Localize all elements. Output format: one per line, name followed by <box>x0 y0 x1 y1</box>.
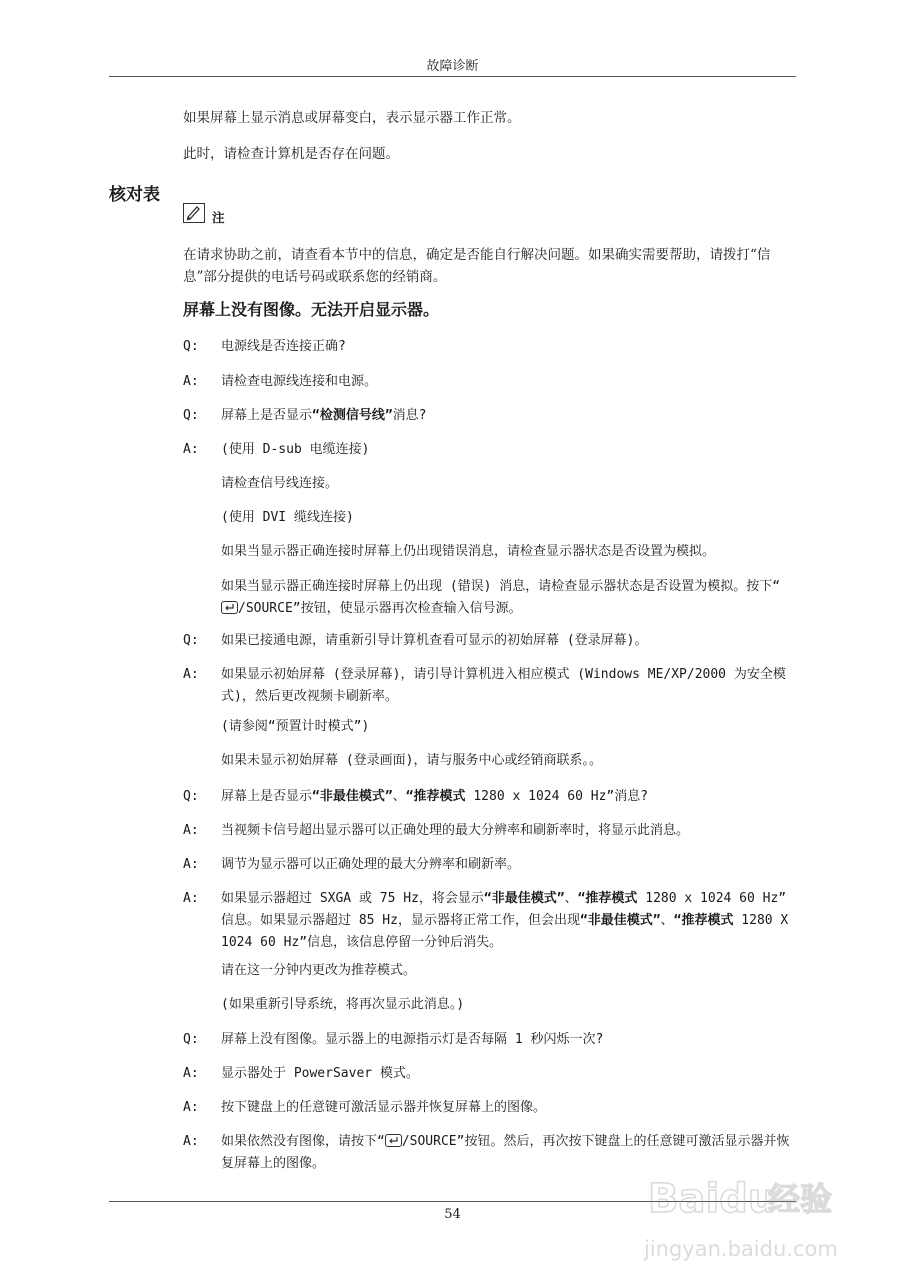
qa-text: 如果依然没有图像，请按下“ /SOURCE”按钮。然后，再次按下键盘上的任意键可激活显示器并恢复屏幕上的图像。 <box>221 1134 790 1171</box>
qa-answer-3-sub-2: 如果未显示初始屏幕 (登录画面)，请与服务中心或经销商联系。。 <box>221 753 602 768</box>
qa-text: 如果显示初始屏幕 (登录屏幕)，请引导计算机进入相应模式 (Windows ME/XP/2000 为安全模式)，然后更改视频卡刷新率。 <box>221 667 786 704</box>
qa-text: 屏幕上没有图像。显示器上的电源指示灯是否每隔 1 秒闪烁一次? <box>221 1032 604 1047</box>
qa-question-1 <box>183 336 795 358</box>
qa-text: 屏幕上是否显示“非最佳模式”、“推荐模式 1280 x 1024 60 Hz”消息? <box>221 789 649 804</box>
page-header-title: 故障诊断 <box>426 59 479 74</box>
qa-text: (使用 D-sub 电缆连接) <box>221 442 370 457</box>
qa-answer-5 <box>183 854 795 876</box>
qa-answer-6-sub-1: 请在这一分钟内更改为推荐模式。 <box>221 963 417 978</box>
qa-question-3 <box>183 630 795 652</box>
qa-answer-6-sub-2: (如果重新引导系统，将再次显示此消息。) <box>221 997 465 1012</box>
qa-text: 如果已接通电源，请重新引导计算机查看可显示的初始屏幕 (登录屏幕)。 <box>221 633 648 648</box>
qa-label: A: <box>183 1134 199 1149</box>
qa-text: 请检查电源线连接和电源。 <box>221 374 378 389</box>
enter-key-icon <box>221 601 238 614</box>
qa-answer-3 <box>183 664 795 708</box>
qa-text: 如果显示器超过 SXGA 或 75 Hz，将会显示“非最佳模式”、“推荐模式 1280 x 1024 60 Hz” 信息。如果显示器超过 85 Hz，显示器将正常工作，但会出现“非最佳模式”、“推荐模式 1280 X 1024 60 Hz”信息，该信息停留一分钟后消失。 <box>221 891 789 950</box>
qa-answer-2-sub-3: 如果当显示器正确连接时屏幕上仍出现错误消息，请检查显示器状态是否设置为模拟。 <box>221 544 716 559</box>
qa-label: Q: <box>183 633 199 648</box>
baidu-watermark <box>640 1160 880 1270</box>
qa-label: Q: <box>183 408 199 423</box>
qa-label: A: <box>183 857 199 872</box>
page-number: 54 <box>444 1207 461 1222</box>
svg-text:jingyan.baidu.com: jingyan.baidu.com <box>644 1237 838 1261</box>
qa-answer-6 <box>183 888 795 954</box>
qa-label: A: <box>183 442 199 457</box>
qa-label: Q: <box>183 789 199 804</box>
qa-answer-7 <box>183 1063 795 1085</box>
enter-key-icon <box>385 1134 402 1147</box>
note-text: 在请求协助之前，请查看本节中的信息，确定是否能自行解决问题。如果确实需要帮助，请拨打“信息”部分提供的电话号码或联系您的经销商。 <box>183 247 771 285</box>
qa-text: 调节为显示器可以正确处理的最大分辨率和刷新率。 <box>221 857 521 872</box>
qa-question-2 <box>183 405 795 427</box>
issue-heading: 屏幕上没有图像。无法开启显示器。 <box>183 300 440 319</box>
intro-paragraph-1: 如果屏幕上显示消息或屏幕变白，表示显示器工作正常。 <box>183 110 521 126</box>
qa-answer-8 <box>183 1097 795 1119</box>
intro-paragraph-2: 此时，请检查计算机是否存在问题。 <box>183 146 399 162</box>
qa-answer-4 <box>183 820 795 842</box>
qa-question-4 <box>183 786 795 808</box>
note-label: 注 <box>212 210 225 225</box>
qa-label: A: <box>183 823 199 838</box>
note-icon <box>183 203 205 223</box>
qa-label: Q: <box>183 339 199 354</box>
svg-text:经验: 经验 <box>768 1180 833 1218</box>
qa-answer-2 <box>183 439 795 461</box>
qa-answer-2-sub-1: 请检查信号线连接。 <box>221 476 339 491</box>
qa-label: A: <box>183 1100 199 1115</box>
qa-label: A: <box>183 891 199 906</box>
svg-text:Baidu: Baidu <box>648 1176 777 1222</box>
qa-answer-2-sub-2: (使用 DVI 缆线连接) <box>221 510 354 525</box>
qa-question-5 <box>183 1029 795 1051</box>
qa-label: A: <box>183 667 199 682</box>
qa-answer-2-sub-4: 如果当显示器正确连接时屏幕上仍出现 (错误) 消息，请检查显示器状态是否设置为模拟。按下“ /SOURCE”按钮，使显示器再次检查输入信号源。 <box>221 579 781 616</box>
qa-label: A: <box>183 374 199 389</box>
qa-label: A: <box>183 1066 199 1081</box>
qa-text: 当视频卡信号超出显示器可以正确处理的最大分辨率和刷新率时，将显示此消息。 <box>221 823 690 838</box>
qa-text: 显示器处于 PowerSaver 模式。 <box>221 1066 419 1081</box>
qa-text: 电源线是否连接正确? <box>221 339 346 354</box>
qa-answer-1 <box>183 371 795 393</box>
section-title: 核对表 <box>109 185 160 205</box>
qa-text: 按下键盘上的任意键可激活显示器并恢复屏幕上的图像。 <box>221 1100 547 1115</box>
header-rule <box>109 76 796 77</box>
qa-text: 屏幕上是否显示“检测信号线”消息? <box>221 408 427 423</box>
qa-answer-3-sub-1: (请参阅“预置计时模式”) <box>221 719 370 734</box>
qa-label: Q: <box>183 1032 199 1047</box>
